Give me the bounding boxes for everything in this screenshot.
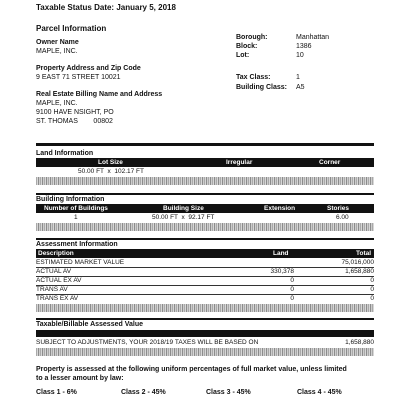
building-header-stories: Stories [327, 205, 350, 212]
tax-class-label: Tax Class: [236, 74, 271, 81]
assessment-row-total: 0 [370, 295, 374, 302]
address-label: Property Address and Zip Code [36, 65, 141, 72]
taxable-row-text: SUBJECT TO ADJUSTMENTS, YOUR 2018/19 TAXES WILL BE BASED ON [36, 339, 259, 346]
assessment-row-total: 0 [370, 286, 374, 293]
land-scan-noise [36, 177, 374, 185]
lot-label: Lot: [236, 52, 250, 59]
assessment-row-total: 1,658,880 [345, 268, 374, 275]
block-label: Block: [236, 43, 258, 50]
assessment-top-bar [36, 238, 374, 240]
assessment-scan-noise [36, 304, 374, 312]
building-count-value: 1 [74, 214, 78, 221]
building-scan-noise [36, 223, 374, 231]
land-header-lot-size: Lot Size [98, 159, 123, 166]
owner-value: MAPLE, INC. [36, 48, 78, 55]
taxable-header-bar [36, 330, 374, 337]
footer-note-line-2: to a lesser amount by law: [36, 375, 124, 382]
land-section-title: Land Information [36, 150, 94, 157]
lot-value: 10 [296, 52, 304, 59]
billing-line-2: 9100 HAVE NSIGHT, PO [36, 109, 114, 116]
building-class-value: A5 [296, 84, 305, 91]
taxable-status-date: Taxable Status Date: January 5, 2018 [36, 3, 176, 12]
assessment-row-desc: TRANS AV [36, 286, 68, 293]
footer-note-line-1: Property is assessed at the following uniform percentages of full market value, unless limited [36, 366, 347, 373]
owner-label: Owner Name [36, 39, 79, 46]
class-1-rate: Class 1 - 6% [36, 389, 77, 396]
assessment-row-land: 0 [290, 286, 294, 293]
land-top-bar [36, 143, 374, 146]
taxable-row-value: 1,658,880 [345, 339, 374, 346]
assessment-row-total: 0 [370, 277, 374, 284]
building-stories-value: 6.00 [336, 214, 349, 221]
assessment-row-desc: ACTUAL AV [36, 268, 72, 275]
assessment-row-desc: ESTIMATED MARKET VALUE [36, 259, 125, 266]
assessment-row-desc: TRANS EX AV [36, 295, 79, 302]
assessment-row-land: 330,378 [270, 268, 294, 275]
assessment-row-land: 0 [290, 277, 294, 284]
assessment-row-land: 0 [290, 295, 294, 302]
building-header-bar [36, 204, 374, 213]
building-size-value: 50.00 FT x 92.17 FT [152, 214, 215, 221]
billing-line-3: ST. THOMAS 00802 [36, 118, 113, 125]
class-4-rate: Class 4 - 45% [297, 389, 342, 396]
taxable-scan-noise [36, 348, 374, 356]
land-lot-size-value: 50.00 FT x 102.17 FT [78, 168, 144, 175]
land-header-irregular: Irregular [226, 159, 253, 166]
assessment-header-bar [36, 249, 374, 258]
taxable-top-bar [36, 318, 374, 320]
assessment-row-total: 75,016,000 [341, 259, 374, 266]
building-header-extension: Extension [264, 205, 296, 212]
billing-label: Real Estate Billing Name and Address [36, 91, 163, 98]
building-top-bar [36, 193, 374, 195]
borough-value: Manhattan [296, 34, 330, 41]
billing-line-1: MAPLE, INC. [36, 100, 78, 107]
land-header-bar [36, 158, 374, 167]
class-3-rate: Class 3 - 45% [206, 389, 251, 396]
assessment-header-total: Total [356, 250, 372, 257]
assessment-header-description: Description [38, 250, 74, 257]
land-header-corner: Corner [319, 159, 341, 166]
assessment-header-land: Land [273, 250, 289, 257]
building-header-size: Building Size [163, 205, 204, 212]
building-header-number: Number of Buildings [44, 205, 108, 212]
tax-class-value: 1 [296, 74, 300, 81]
taxable-section-title: Taxable/Billable Assessed Value [36, 321, 143, 328]
borough-label: Borough: [236, 34, 268, 41]
assessment-section-title: Assessment Information [36, 241, 118, 248]
parcel-section-title: Parcel Information [36, 24, 107, 33]
block-value: 1386 [296, 43, 312, 50]
building-section-title: Building Information [36, 196, 105, 203]
assessment-row-desc: ACTUAL EX AV [36, 277, 82, 284]
class-2-rate: Class 2 - 45% [121, 389, 166, 396]
address-value: 9 EAST 71 STREET 10021 [36, 74, 121, 81]
building-class-label: Building Class: [236, 84, 287, 91]
